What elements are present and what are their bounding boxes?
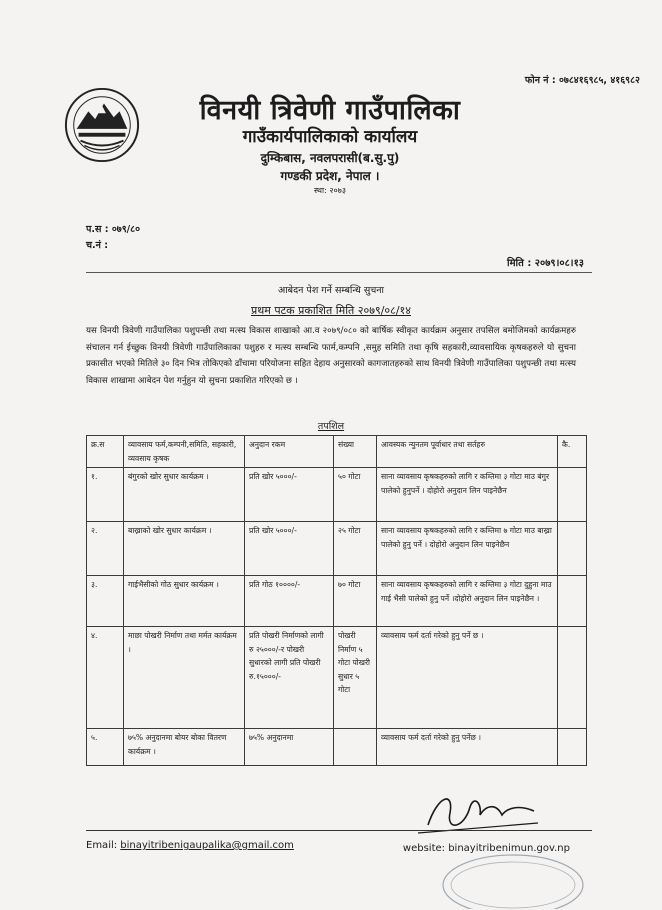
cell-sn: ३.	[87, 576, 124, 627]
cell-quantity: ७० गोटा	[334, 576, 377, 627]
cell-sn: १.	[87, 468, 124, 522]
cell-quantity: २५ गोटा	[334, 522, 377, 576]
cell-remarks	[558, 522, 587, 576]
cell-conditions: साना व्यावसाय कृषकहरुको लागि र कम्तिमा ७ गोटा माउ बाख्रा पालेको हुनु पर्ने । दोहोरो अनुदान लिन पाइनेछैन	[377, 522, 558, 576]
email-label: Email:	[86, 840, 121, 851]
header-divider	[86, 272, 592, 273]
notice-body: यस विनयी त्रिवेणी गाउँपालिका पशुपन्छी तथा मत्स्य विकास शाखाको आ.व २०७९/०८० को बार्षिक स्वीकृत कार्यक्रम अनुसार तपसिल बमोजिमको कार्यक्रमहरु संचालन गर्न ईच्छुक विनयी त्रिवेणी गाउँपालिकाका पशुहरु र मत्स्य सम्बन्धि फार्म,कम्पनि ,समुह समिति तथा कृषि सहकारी,व्यावसायिक कृषकहरुले यो सुचना प्रकासीत भएको मितिले ३० दिन भित्र तोकिएको ढाँचामा परियोजना सहित देहाय अनुसारको कागजातहरुको साथ विनयी त्रिवेणी गाउँपालिका पशुपन्छी तथा मत्स्य विकास शाखामा आबेदन पेश गर्नुहुन यो सुचना प्रकाशित गरिएको छ ।	[86, 326, 576, 386]
cell-conditions: व्यावसाय फर्म दर्ता गरेको हुनु पर्नेछ ।	[377, 729, 558, 766]
col-header-activity: व्यावसाय फर्म,कम्पनी,समिति, सहकारी, व्यवसाय कृषक	[124, 436, 245, 468]
cell-sn: २.	[87, 522, 124, 576]
cell-activity: ७५% अनुदानमा बोयर बोका वितरण कार्यक्रम ।	[124, 729, 245, 766]
established-year: स्था: २०७३	[313, 186, 346, 195]
cell-conditions: व्यावसाय फर्म दर्ता गरेको हुनु पर्ने छ ।	[377, 627, 558, 729]
official-stamp	[438, 845, 588, 909]
col-header-remarks: कै.	[558, 436, 587, 468]
cell-quantity: ५० गोटा	[334, 468, 377, 522]
table-header-row	[87, 436, 587, 468]
col-header-quantity: संख्या	[334, 436, 377, 468]
dispatch-number: च.नं :	[86, 240, 109, 251]
cell-grant: प्रति पोखरी निर्माणको लागी रु २५०००/-र पोखरी सुधारको लागी प्रति पोखरी रु.१५०००/-	[245, 627, 334, 729]
notice-subject: आबेदन पेश गर्ने सम्बन्धि सुचना	[277, 285, 385, 296]
email-link[interactable]: binayitribenigaupalika@gmail.com	[120, 840, 294, 851]
cell-remarks	[558, 627, 587, 729]
publish-date: प्रथम पटक प्रकाशित मिति २०७९/०८/१४	[251, 304, 411, 317]
table-row	[87, 522, 587, 576]
footer-email	[86, 840, 294, 851]
cell-activity: बंगुरको खोर सुधार कार्यक्रम ।	[124, 468, 245, 522]
phone-number: फोन नं : ०७८४१६९८५, ४१६९८२	[524, 75, 640, 86]
cell-sn: ४.	[87, 627, 124, 729]
table-row	[87, 468, 587, 522]
cell-activity: माछा पोखरी निर्माण तथा मर्मत कार्यक्रम ।	[124, 627, 245, 729]
cell-remarks	[558, 576, 587, 627]
cell-quantity: पोखरी निर्माण ५ गोटा पोखरी सुधार ५ गोटा	[334, 627, 377, 729]
footer-divider	[86, 830, 592, 831]
cell-grant: प्रति गोठ १००००/-	[245, 576, 334, 627]
signature	[410, 785, 550, 840]
col-header-conditions: आवस्यक न्युनतम पूर्वाधार तथा सर्तहरु	[377, 436, 558, 468]
program-table	[86, 435, 587, 766]
col-header-grant: अनुदान रकम	[245, 436, 334, 468]
cell-conditions: साना व्यावसाय कृषकहरुको लागि र कम्तिमा ३ गोटा दुहुना माउ गाई भैसी पालेको हुनु पर्ने ।दोहोरो अनुदान लिन पाइनेछैन ।	[377, 576, 558, 627]
letter-reference: प.स : ०७९/८०	[86, 224, 141, 235]
cell-sn: ५.	[87, 729, 124, 766]
cell-quantity	[334, 729, 377, 766]
cell-remarks	[558, 729, 587, 766]
schedule-title: तपशिल	[317, 421, 345, 432]
cell-activity: बाख्राको खोर सुधार कार्यक्रम ।	[124, 522, 245, 576]
office-address: दुम्किबास, नवलपरासी(ब.सु.पु)	[260, 151, 400, 165]
office-province: गण्डकी प्रदेश, नेपाल ।	[280, 169, 380, 183]
letter-date: मिति : २०७९।०८।१३	[506, 258, 584, 269]
cell-remarks	[558, 468, 587, 522]
cell-grant: प्रति खोर ५०००/-	[245, 468, 334, 522]
cell-conditions: साना व्यावसाय कृषकहरुको लागि र कम्तिमा ३ गोटा माउ बंगुर पालेको हुनुपर्ने । दोहोरो अनुदान लिन पाइनेछैन	[377, 468, 558, 522]
cell-grant: प्रति खोर ५०००/-	[245, 522, 334, 576]
footer-website[interactable]: website: binayitribenimun.gov.np	[402, 843, 570, 854]
col-header-sn: क्र.स	[87, 436, 124, 468]
org-name: विनयी त्रिवेणी गाउँपालिका	[199, 95, 461, 126]
table-row	[87, 627, 587, 729]
table-row	[87, 576, 587, 627]
municipality-emblem-icon	[63, 86, 141, 164]
table-row	[87, 729, 587, 766]
cell-grant: ७५% अनुदानमा	[245, 729, 334, 766]
office-name: गाउँकार्यपालिकाको कार्यालय	[242, 127, 418, 147]
cell-activity: गाईभैसीको गोठ सुधार कार्यक्रम ।	[124, 576, 245, 627]
